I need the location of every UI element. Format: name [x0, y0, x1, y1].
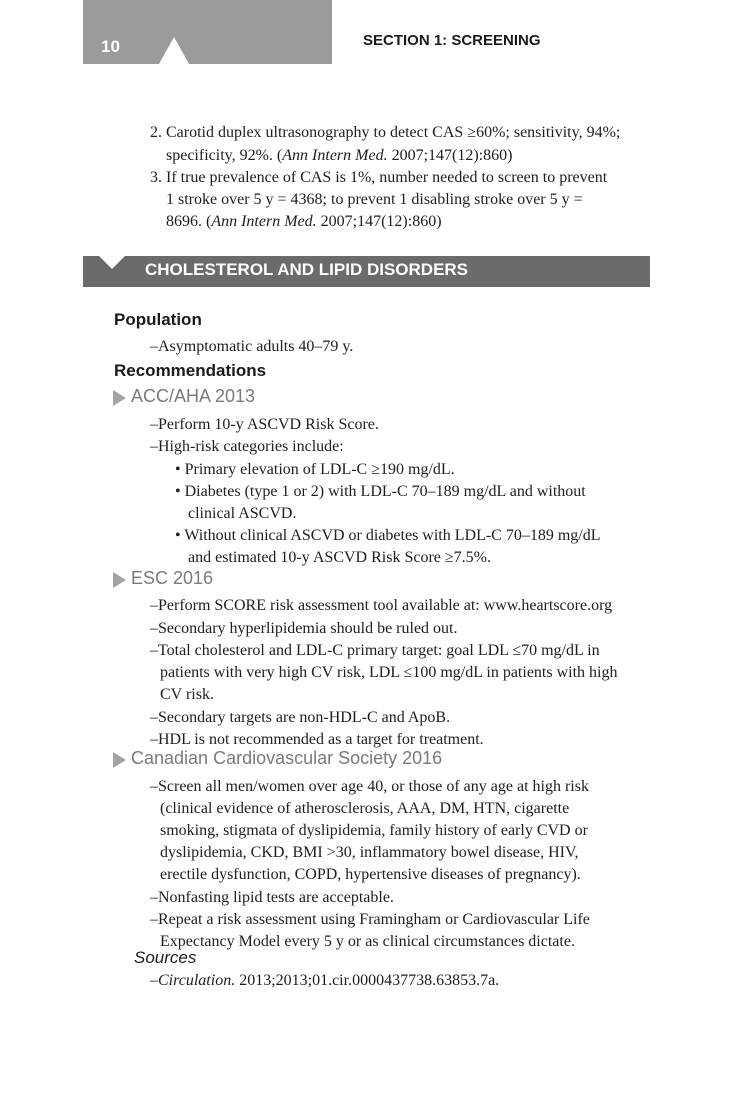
acc-bullet: • Without clinical ASCVD or diabetes with LDL-C 70–189 mg/dL [175, 527, 601, 544]
acc-line: –Perform 10-y ASCVD Risk Score. [150, 416, 379, 433]
arrow-bullet-icon [113, 390, 126, 406]
source-citation: –Circulation. 2013;2013;01.cir.0000437738.63853.7a. [150, 972, 500, 989]
ccs-line-continued: erectile dysfunction, COPD, hypertensive diseases of pregnancy). [160, 866, 581, 883]
population-item: –Asymptomatic adults 40–79 y. [150, 338, 354, 355]
esc-heading: ESC 2016 [131, 568, 214, 588]
carotid-note-line: 2. Carotid duplex ultrasonography to detect CAS ≥60%; sensitivity, 94%; [150, 124, 621, 141]
page-header-tab [83, 0, 332, 64]
ccs-line: –Repeat a risk assessment using Framingham or Cardiovascular Life [150, 911, 590, 928]
acc-bullet-continued: clinical ASCVD. [188, 505, 297, 522]
esc-line-continued: CV risk. [160, 686, 214, 703]
carotid-note-line: 8696. (Ann Intern Med. 2007;147(12):860) [166, 213, 442, 230]
page-number: 10 [101, 37, 120, 56]
population-heading: Population [114, 310, 202, 329]
header-triangle-notch [159, 37, 189, 64]
citation-journal: Circulation. [158, 972, 236, 989]
citation-journal: Ann Intern Med. [282, 147, 388, 164]
recommendations-heading: Recommendations [114, 361, 267, 380]
arrow-bullet-icon [113, 572, 126, 588]
esc-line: –HDL is not recommended as a target for treatment. [150, 731, 484, 748]
ccs-line: –Nonfasting lipid tests are acceptable. [150, 889, 394, 906]
esc-line: –Secondary hyperlipidemia should be ruled out. [150, 620, 458, 637]
acc-bullet: • Diabetes (type 1 or 2) with LDL-C 70–189 mg/dL and without [175, 483, 586, 500]
esc-line: –Total cholesterol and LDL-C primary target: goal LDL ≤70 mg/dL in [150, 642, 600, 659]
carotid-note-line: 3. If true prevalence of CAS is 1%, number needed to screen to prevent [150, 169, 608, 186]
section-title: CHOLESTEROL AND LIPID DISORDERS [145, 260, 469, 279]
citation-journal: Ann Intern Med. [211, 213, 317, 230]
acc-bullet-continued: and estimated 10-y ASCVD Risk Score ≥7.5%. [188, 549, 491, 566]
esc-line: –Perform SCORE risk assessment tool available at: www.heartscore.org [150, 597, 613, 614]
sources-heading: Sources [134, 948, 197, 967]
acc-line: –High-risk categories include: [150, 438, 344, 455]
esc-line: –Secondary targets are non-HDL-C and ApoB. [150, 709, 451, 726]
ccs-heading: Canadian Cardiovascular Society 2016 [131, 748, 443, 768]
section-label: SECTION 1: SCREENING [363, 32, 541, 49]
arrow-bullet-icon [113, 752, 126, 768]
ccs-line: –Screen all men/women over age 40, or those of any age at high risk [150, 778, 589, 795]
carotid-note-line: specificity, 92%. (Ann Intern Med. 2007;147(12):860) [166, 147, 513, 164]
section-banner-notch [99, 256, 125, 269]
ccs-line-continued: smoking, stigmata of dyslipidemia, family history of early CVD or [160, 822, 588, 839]
carotid-note-line: 1 stroke over 5 y = 4368; to prevent 1 disabling stroke over 5 y = [166, 191, 583, 208]
ccs-line-continued: (clinical evidence of atherosclerosis, AAA, DM, HTN, cigarette [160, 800, 570, 817]
ccs-line-continued: Expectancy Model every 5 y or as clinical circumstances dictate. [160, 933, 575, 950]
esc-line-continued: patients with very high CV risk, LDL ≤100 mg/dL in patients with high [160, 664, 618, 681]
acc-bullet: • Primary elevation of LDL-C ≥190 mg/dL. [175, 461, 455, 478]
acc-aha-heading: ACC/AHA 2013 [131, 386, 256, 406]
ccs-line-continued: dyslipidemia, CKD, BMI >30, inflammatory bowel disease, HIV, [160, 844, 579, 861]
